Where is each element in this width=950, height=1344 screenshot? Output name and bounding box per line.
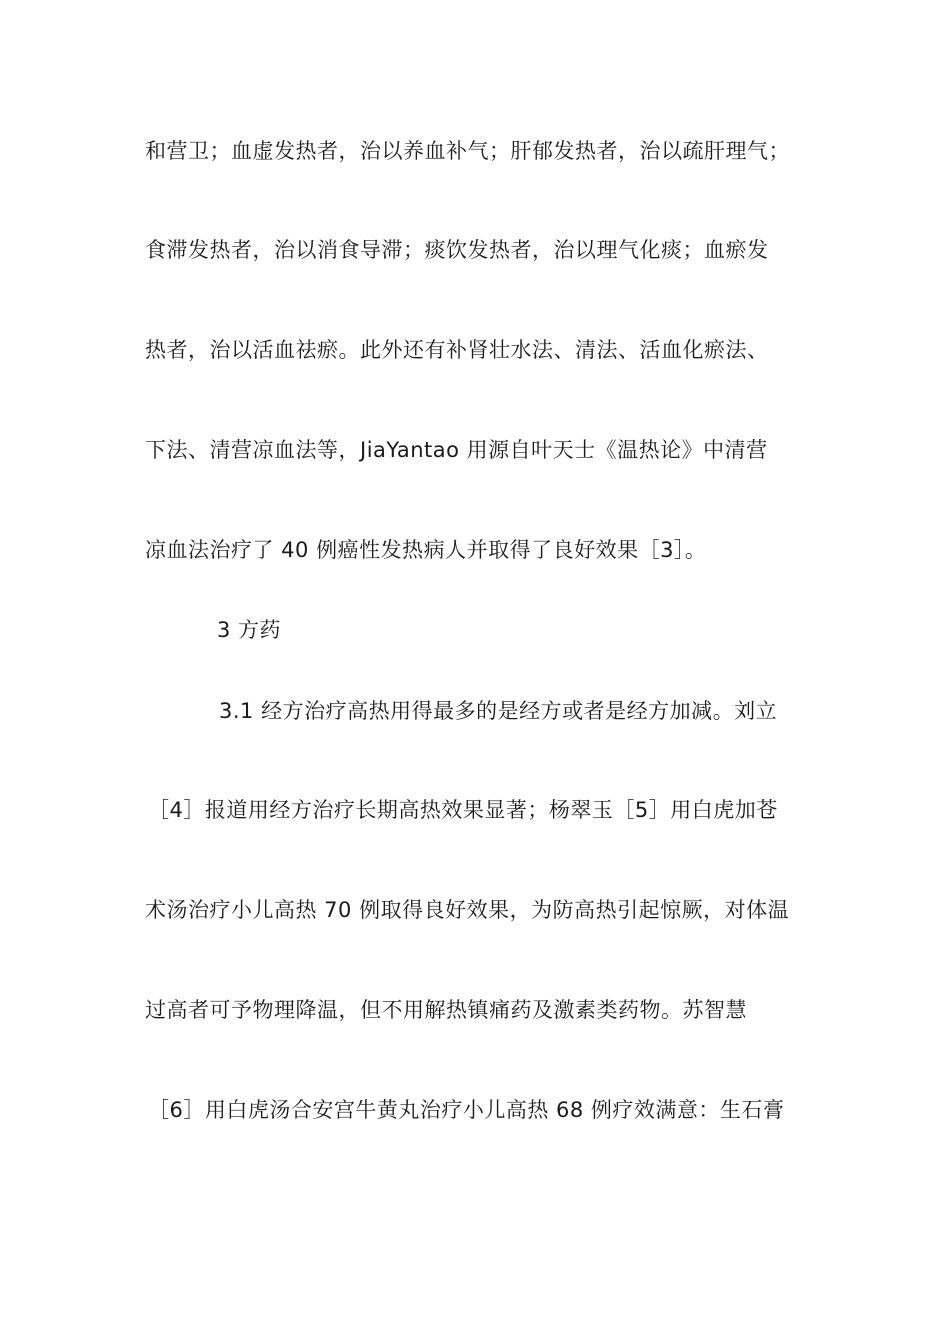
paragraph-line-5: 凉血法治疗了 40 例癌性发热病人并取得了良好效果［3］。 xyxy=(145,538,707,562)
subsection-line-4: 过高者可予物理降温，但不用解热镇痛药及激素类药物。苏智慧 xyxy=(145,998,747,1022)
section-heading: 3 方药 xyxy=(217,618,282,642)
paragraph-line-4: 下法、清营凉血法等，JiaYantao 用源自叶天士《温热论》中清营 xyxy=(145,438,768,462)
subsection-line-1: 3.1 经方治疗高热用得最多的是经方或者是经方加减。刘立 xyxy=(219,699,778,723)
paragraph-line-1: 和营卫；血虚发热者，治以养血补气；肝郁发热者，治以疏肝理气； xyxy=(145,139,790,163)
subsection-line-5: ［6］用白虎汤合安宫牛黄丸治疗小儿高热 68 例疗效满意：生石膏 xyxy=(148,1098,785,1122)
paragraph-line-2: 食滞发热者，治以消食导滞；痰饮发热者，治以理气化痰；血瘀发 xyxy=(145,238,769,262)
subsection-line-2: ［4］报道用经方治疗长期高热效果显著；杨翠玉［5］用白虎加苍 xyxy=(148,798,778,822)
subsection-line-3: 术汤治疗小儿高热 70 例取得良好效果，为防高热引起惊厥，对体温 xyxy=(145,898,790,922)
paragraph-line-3: 热者，治以活血祛瘀。此外还有补肾壮水法、清法、活血化瘀法、 xyxy=(145,338,769,362)
